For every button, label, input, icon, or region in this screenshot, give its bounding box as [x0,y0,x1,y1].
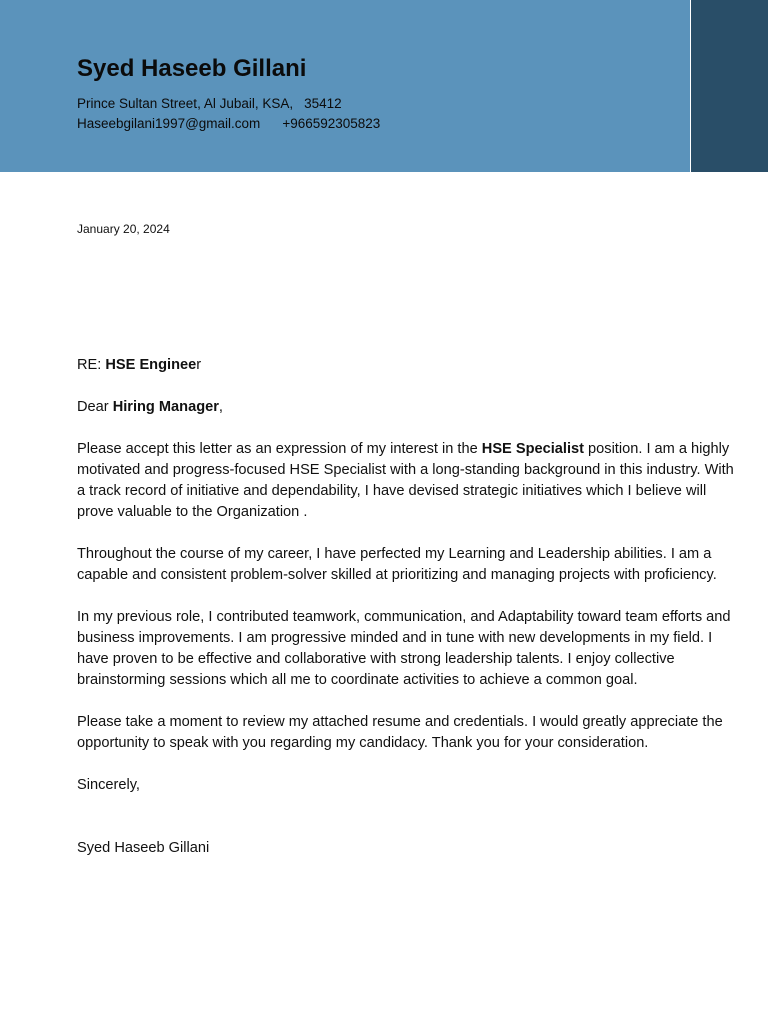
applicant-name: Syed Haseeb Gillani [77,55,307,82]
address: Prince Sultan Street, Al Jubail, KSA, [77,96,294,111]
greeting-prefix: Dear [77,399,113,415]
closing: Sincerely, [77,777,140,793]
p1-before: Please accept this letter as an expression of my interest in the [77,441,482,457]
email: Haseebgilani1997@gmail.com [77,116,261,131]
re-title-tail: r [196,357,202,373]
header-band [0,0,690,172]
header-accent-block [691,0,768,172]
paragraph-4: Please take a moment to review my attached resume and credentials. I would greatly appreciate the opportunity to speak with you regarding my candidacy. Thank you for your consideration. [77,714,723,751]
letter-date: January 20, 2024 [77,222,170,236]
signature-spacer [77,817,743,838]
postal-code: 35412 [304,96,342,111]
p1-position: HSE Specialist [481,441,584,457]
re-prefix: RE: [77,357,106,373]
paragraph-3: In my previous role, I contributed teamwork, communication, and Adaptability toward team efforts and business improvements. I am progressive minded and in tune with new developments in my field. I have proven to be effective and collaborative with strong leadership talents. I enjoy collective brainstorming sessions which all me to coordinate activities to achieve a common goal. [77,609,731,688]
address-line [77,96,342,111]
greeting-suffix: , [218,399,223,415]
re-title: HSE Enginee [105,357,197,373]
phone: +966592305823 [282,116,381,131]
greeting [77,397,743,418]
recipient: Hiring Manager [112,399,219,415]
p1-after: position. I am a highly motivated and progress-focused HSE Specialist with a long-standing background in this industry. With a track record of initiative and dependability, I have devised strategic initiatives which I believe will prove valuable to the Organization . [77,441,734,520]
signature: Syed Haseeb Gillani [77,840,210,856]
contact-line [77,116,380,131]
paragraph-1 [77,439,743,523]
re-line [77,355,743,376]
letter-body [77,355,743,880]
paragraph-2: Throughout the course of my career, I have perfected my Learning and Leadership abilities. I am a capable and consistent problem-solver skilled at prioritizing and managing projects with proficiency. [77,546,717,583]
